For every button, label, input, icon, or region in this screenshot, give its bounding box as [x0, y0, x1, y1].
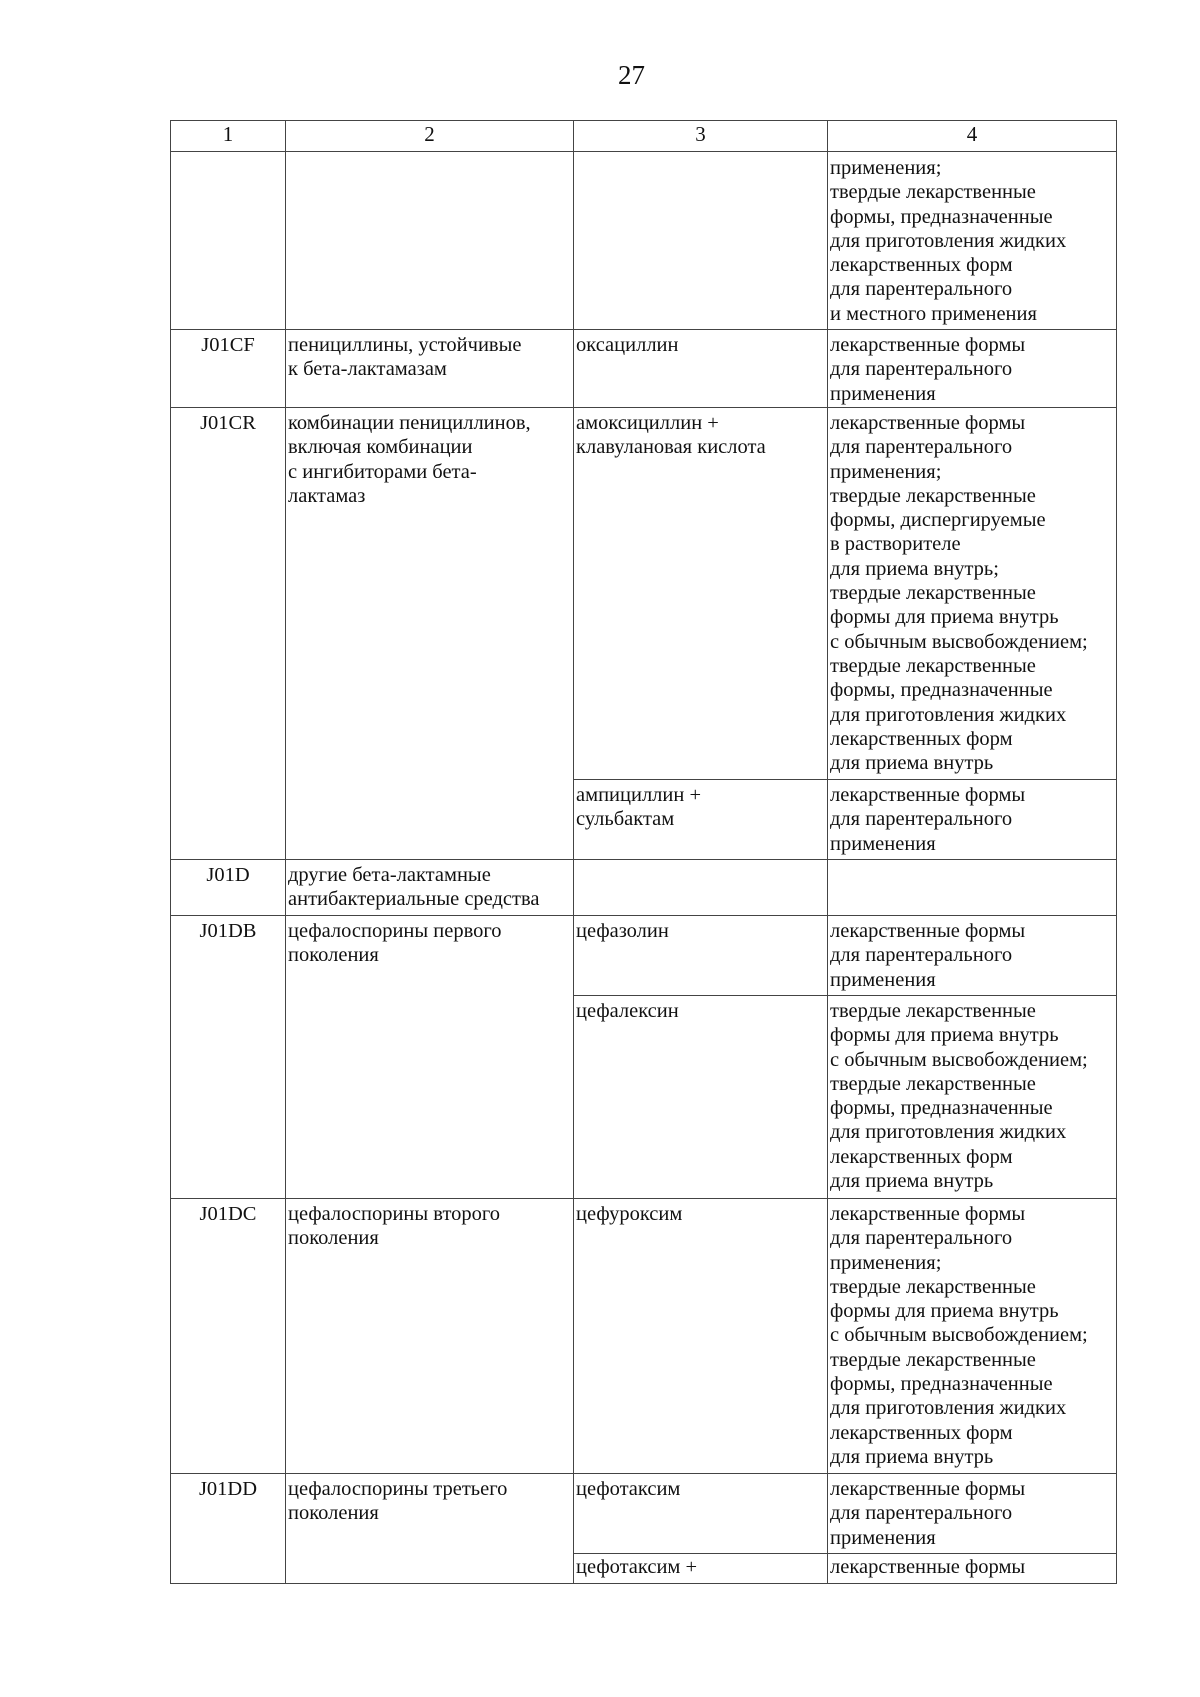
atc-code-cell: J01DD	[171, 1474, 286, 1584]
atc-code-cell: J01CF	[171, 330, 286, 408]
group-cell: цефалоспорины первого поколения	[286, 916, 574, 1199]
header-col-2: 2	[286, 121, 574, 152]
forms-cell: лекарственные формы для парентерального применения	[828, 780, 1117, 860]
group-cell: цефалоспорины второго поколения	[286, 1199, 574, 1474]
drug-cell	[574, 860, 828, 916]
forms-cell: лекарственные формы для парентерального применения; твердые лекарственные формы для приема внутрь с обычным высвобождением; твердые лекарственные формы, предназначенные для приготовления жидких лекарственных форм для приема внутрь	[828, 1199, 1117, 1474]
group-cell: комбинации пенициллинов, включая комбинации с ингибиторами бета- лактамаз	[286, 408, 574, 860]
drug-cell: цефотаксим	[574, 1474, 828, 1554]
drug-cell: цефотаксим +	[574, 1554, 828, 1584]
group-cell	[286, 152, 574, 330]
table-row	[171, 1199, 1117, 1474]
table-row	[171, 1474, 1117, 1554]
forms-cell: применения; твердые лекарственные формы, предназначенные для приготовления жидких лекарственных форм для парентерального и местного применения	[828, 152, 1117, 330]
group-cell: цефалоспорины третьего поколения	[286, 1474, 574, 1584]
forms-cell: лекарственные формы для парентерального применения	[828, 330, 1117, 408]
table-row	[171, 916, 1117, 996]
group-cell: пенициллины, устойчивые к бета-лактамазам	[286, 330, 574, 408]
group-cell: другие бета-лактамные антибактериальные средства	[286, 860, 574, 916]
atc-code-cell: J01CR	[171, 408, 286, 860]
forms-cell: лекарственные формы для парентерального применения; твердые лекарственные формы, диспергируемые в растворителе для приема внутрь; твердые лекарственные формы для приема внутрь с обычным высвобождением; твердые лекарственные формы, предназначенные для приготовления жидких лекарственных форм для приема внутрь	[828, 408, 1117, 780]
atc-code-cell: J01D	[171, 860, 286, 916]
table-row	[171, 330, 1117, 408]
header-col-1: 1	[171, 121, 286, 152]
drug-cell: цефуроксим	[574, 1199, 828, 1474]
forms-cell: лекарственные формы для парентерального применения	[828, 916, 1117, 996]
drug-cell: цефазолин	[574, 916, 828, 996]
table-header-row	[171, 121, 1117, 152]
forms-cell: лекарственные формы	[828, 1554, 1117, 1584]
forms-cell: твердые лекарственные формы для приема внутрь с обычным высвобождением; твердые лекарственные формы, предназначенные для приготовления жидких лекарственных форм для приема внутрь	[828, 996, 1117, 1199]
table-row	[171, 860, 1117, 916]
table-row	[171, 152, 1117, 330]
header-col-3: 3	[574, 121, 828, 152]
drug-cell: ампициллин + сульбактам	[574, 780, 828, 860]
table-row	[171, 408, 1117, 780]
atc-code-cell	[171, 152, 286, 330]
drug-table	[170, 120, 1117, 1584]
header-col-4: 4	[828, 121, 1117, 152]
drug-cell: оксациллин	[574, 330, 828, 408]
forms-cell: лекарственные формы для парентерального применения	[828, 1474, 1117, 1554]
page-number: 27	[618, 60, 645, 90]
drug-cell	[574, 152, 828, 330]
drug-cell: амоксициллин + клавулановая кислота	[574, 408, 828, 780]
drug-cell: цефалексин	[574, 996, 828, 1199]
atc-code-cell: J01DC	[171, 1199, 286, 1474]
atc-code-cell: J01DB	[171, 916, 286, 1199]
forms-cell	[828, 860, 1117, 916]
